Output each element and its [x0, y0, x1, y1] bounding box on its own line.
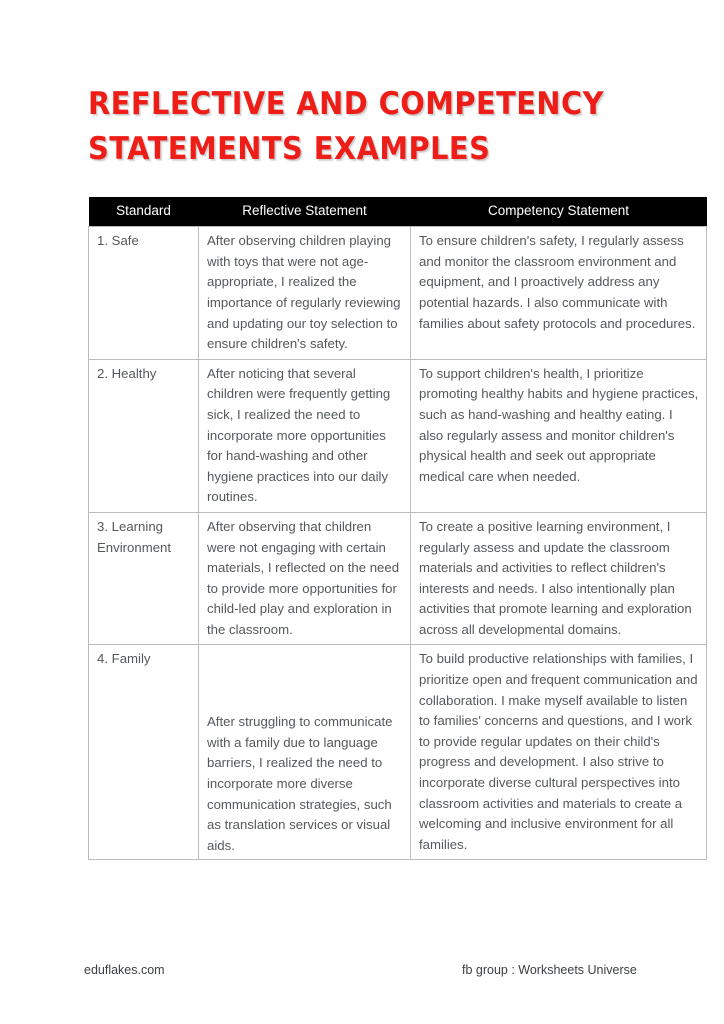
table-header — [89, 197, 707, 227]
page-title — [88, 82, 688, 172]
table-header-row — [89, 197, 707, 227]
table-row — [89, 359, 707, 512]
column-header-standard: Standard — [89, 197, 199, 227]
page-title-line-2: STATEMENTS EXAMPLES — [88, 131, 491, 167]
page-title-line-1: REFLECTIVE AND COMPETENCY — [88, 86, 604, 122]
cell-competency-statement: To ensure children's safety, I regularly assess and monitor the classroom environment and equipment, and I proactively address any potential hazards. I also communicate with families about safety protocols and procedures. — [411, 227, 707, 360]
cell-reflective-statement: After observing that children were not engaging with certain materials, I reflected on the need to provide more opportunities for child-led play and exploration in the classroom. — [199, 512, 411, 645]
cell-competency-statement: To build productive relationships with families, I prioritize open and frequent communication and collaboration. I make myself available to listen to families' concerns and questions, and I work to provide regular updates on their child's progress and development. I also strive to incorporate diverse cultural perspectives into classroom activities and materials to create a welcoming and inclusive environment for all families. — [411, 645, 707, 860]
cell-competency-statement: To support children's health, I prioritize promoting healthy habits and hygiene practices, such as hand-washing and healthy eating. I also regularly assess and monitor children's physical health and seek out appropriate medical care when needed. — [411, 359, 707, 512]
column-header-competency-statement: Competency Statement — [411, 197, 707, 227]
cell-standard: 1. Safe — [89, 227, 199, 360]
cell-reflective-statement: After noticing that several children were frequently getting sick, I realized the need to incorporate more opportunities for hand-washing and other hygiene practices into our daily routines. — [199, 359, 411, 512]
table-row — [89, 512, 707, 645]
cell-standard: 2. Healthy — [89, 359, 199, 512]
page-footer — [0, 963, 724, 983]
cell-reflective-statement: After observing children playing with toys that were not age-appropriate, I realized the importance of regularly reviewing and updating our toy selection to ensure children's safety. — [199, 227, 411, 360]
statements-table — [88, 197, 707, 860]
footer-fb-group: fb group : Worksheets Universe — [462, 963, 637, 977]
cell-standard: 4. Family — [89, 645, 199, 860]
statements-table-container — [88, 197, 706, 860]
table-row — [89, 227, 707, 360]
cell-reflective-statement: After struggling to communicate with a family due to language barriers, I realized the need to incorporate more diverse communication strategies, such as translation services or visual aids. — [199, 645, 411, 860]
footer-website: eduflakes.com — [84, 963, 165, 977]
table-row — [89, 645, 707, 860]
column-header-reflective-statement: Reflective Statement — [199, 197, 411, 227]
cell-competency-statement: To create a positive learning environment, I regularly assess and update the classroom materials and activities to reflect children's interests and needs. I also intentionally plan activities that promote learning and exploration across all developmental domains. — [411, 512, 707, 645]
cell-standard: 3. Learning Environment — [89, 512, 199, 645]
table-body — [89, 227, 707, 860]
